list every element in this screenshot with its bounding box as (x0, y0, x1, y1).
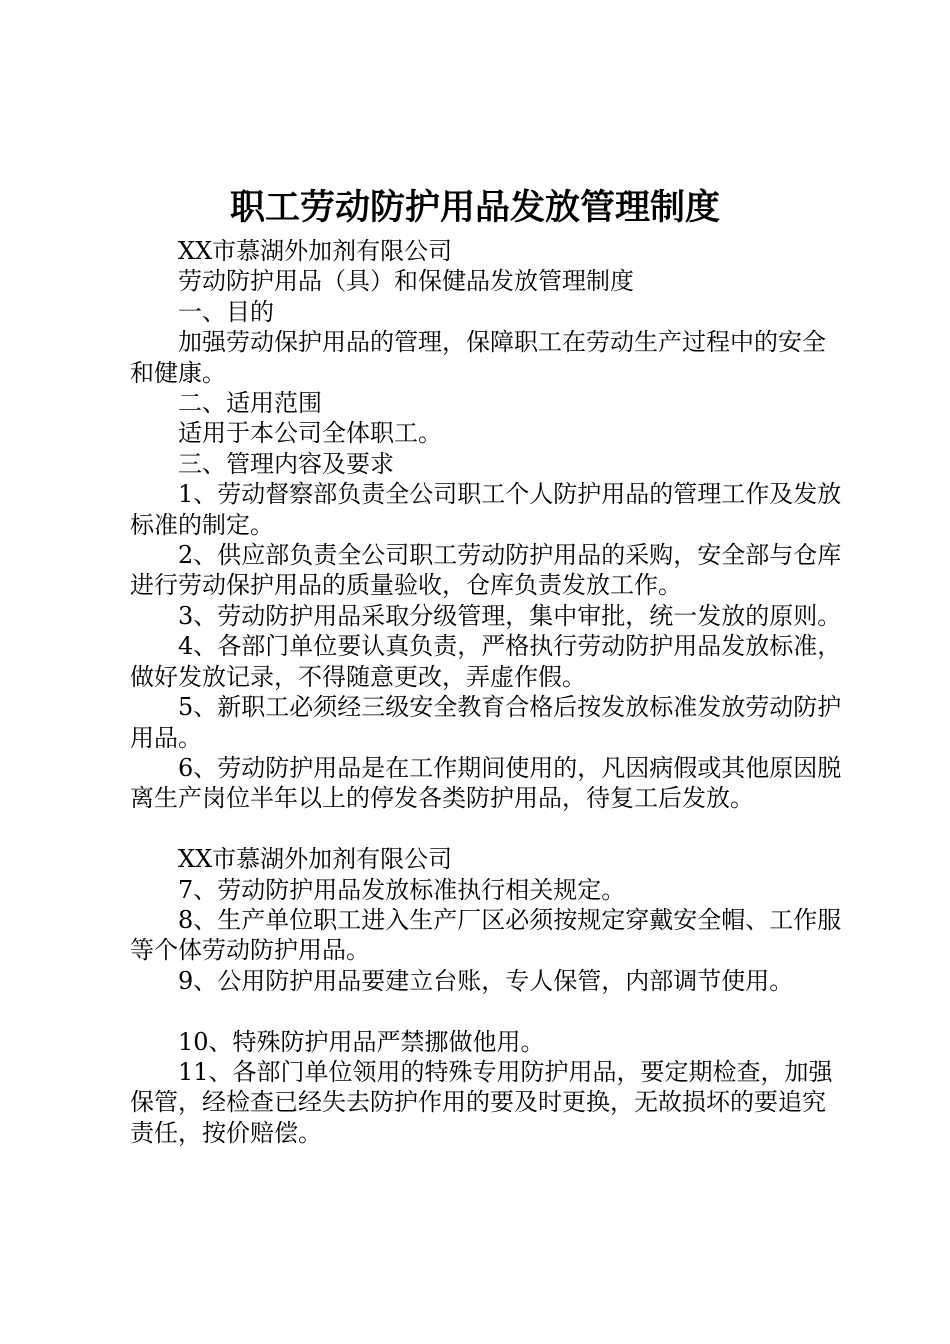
paragraph-system-name: 劳动防护用品（具）和保健品发放管理制度 (178, 267, 634, 296)
paragraph-item-8: 8、生产单位职工进入生产厂区必须按规定穿戴安全帽、工作服等个体劳动防护用品。 (130, 905, 842, 965)
paragraph-purpose: 加强劳动保护用品的管理，保障职工在劳动生产过程中的安全和健康。 (130, 328, 826, 387)
paragraph-spacer (130, 814, 842, 844)
paragraph-item-2: 2、供应部负责全公司职工劳动防护用品的采购，安全部与仓库进行劳动保护用品的质量验收，仓库负责发放工作。 (130, 541, 842, 600)
paragraph-item-5: 5、新职工必须经三级安全教育合格后按发放标准发放劳动防护用品。 (130, 693, 842, 752)
paragraph-item-4: 4、各部门单位要认真负责，严格执行劳动防护用品发放标准，做好发放记录，不得随意更改，弄虚作假。 (130, 632, 842, 691)
paragraph-company-name: XX市慕湖外加剂有限公司 (178, 237, 453, 265)
document-body (130, 236, 842, 1148)
section-heading-scope: 二、适用范围 (178, 389, 322, 418)
paragraph-item-11: 11、各部门单位领用的特殊专用防护用品，要定期检查，加强保管，经检查已经失去防护作用的要及时更换，无故损坏的要追究责任，按价赔偿。 (130, 1057, 833, 1147)
paragraph-item-9: 9、公用防护用品要建立台账，专人保管，内部调节使用。 (178, 966, 794, 995)
paragraph-item-7: 7、劳动防护用品发放标准执行相关规定。 (178, 875, 626, 904)
paragraph-company-name-repeat: XX市慕湖外加剂有限公司 (178, 845, 453, 874)
paragraph-spacer (130, 996, 842, 1026)
paragraph-item-1: 1、劳动督察部负责全公司职工个人防护用品的管理工作及发放标准的制定。 (130, 480, 842, 539)
section-heading-requirements: 三、管理内容及要求 (178, 449, 394, 478)
paragraph-scope: 适用于本公司全体职工。 (178, 419, 442, 448)
document-title: 职工劳动防护用品发放管理制度 (229, 187, 720, 228)
section-heading-purpose: 一、目的 (178, 297, 274, 326)
paragraph-item-10: 10、特殊防护用品严禁挪做他用。 (178, 1027, 545, 1056)
paragraph-item-3: 3、劳动防护用品采取分级管理，集中审批，统一发放的原则。 (178, 601, 842, 630)
paragraph-item-6: 6、劳动防护用品是在工作期间使用的，凡因病假或其他原因脱离生产岗位半年以上的停发各类防护用品，待复工后发放。 (130, 753, 842, 813)
